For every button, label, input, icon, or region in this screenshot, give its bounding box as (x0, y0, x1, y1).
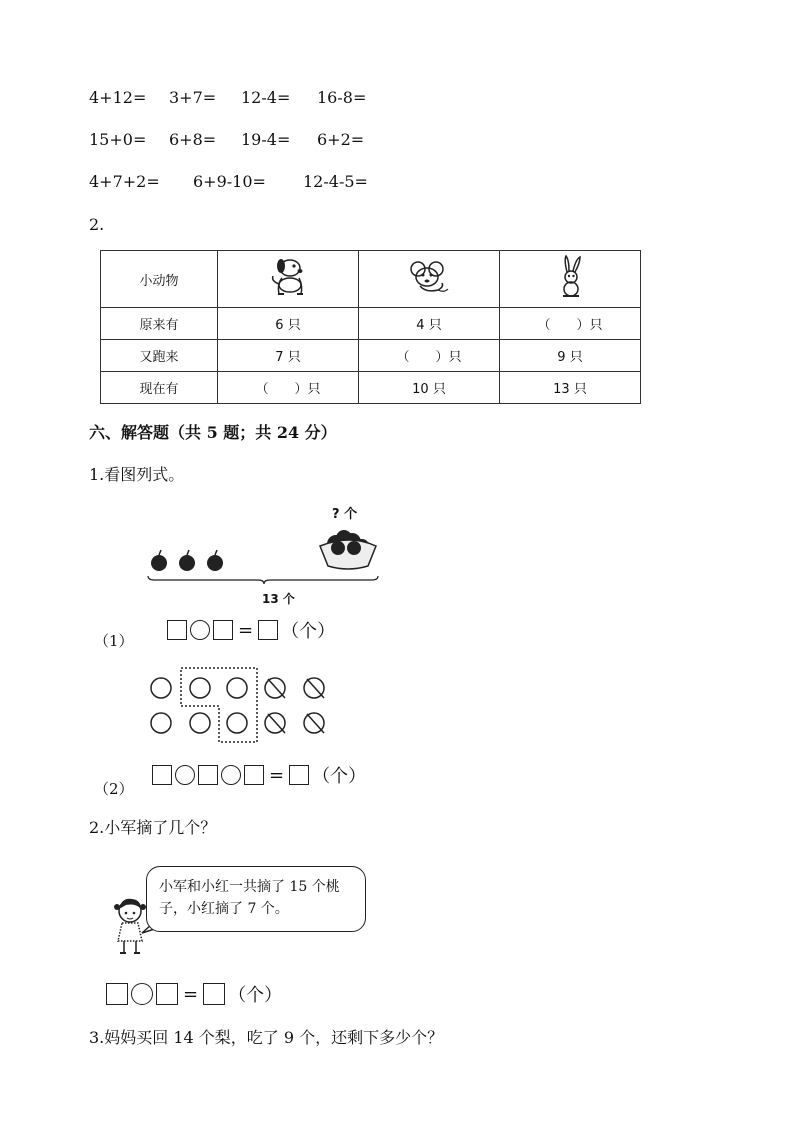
formula-1 (167, 617, 335, 643)
operator-circle[interactable] (190, 620, 210, 640)
calc-item: 6+8= (169, 130, 217, 149)
table-cell[interactable]: （ ）只 (500, 308, 641, 340)
sub-question-label: （1） (94, 632, 134, 650)
dog-cell (218, 251, 359, 308)
mouse-icon (404, 257, 454, 297)
table-cell: 4 只 (359, 308, 500, 340)
table-header-label: 小动物 (101, 251, 218, 308)
operator-circle[interactable] (131, 983, 153, 1005)
rabbit-icon (550, 254, 590, 300)
unit-label: （个） (312, 766, 367, 787)
question-title: 3.妈妈买回 14 个梨，吃了 9 个，还剩下多少个？ (89, 1028, 444, 1047)
calc-item: 6+2= (317, 130, 365, 149)
figure-question-label: ? 个 (332, 507, 358, 522)
row-label: 现在有 (101, 372, 218, 404)
section-title: 六、解答题（共 5 题；共 24 分） (89, 423, 337, 442)
basket-icon (320, 530, 376, 569)
calc-item: 6+9-10= (193, 172, 266, 191)
operator-circle[interactable] (175, 765, 195, 785)
equals-sign: = (183, 983, 199, 1005)
calc-item: 3+7= (169, 88, 217, 107)
apple-icon (207, 550, 223, 571)
answer-box[interactable] (156, 983, 178, 1005)
answer-box[interactable] (152, 765, 172, 785)
answer-box[interactable] (167, 620, 187, 640)
row-label: 原来有 (101, 308, 218, 340)
calc-item: 4+12= (89, 88, 147, 107)
total-brace (148, 576, 378, 584)
figure-total-label: 13 个 (262, 592, 295, 606)
formula-2 (152, 762, 366, 788)
answer-box[interactable] (258, 620, 278, 640)
question-title: 2.小军摘了几个？ (89, 818, 217, 837)
formula-3 (106, 981, 282, 1007)
unit-label: （个） (281, 621, 336, 642)
equals-sign: = (238, 619, 254, 641)
speech-bubble: 小军和小红一共摘了 15 个桃子，小红摘了 7 个。 (146, 866, 366, 932)
calc-item: 4+7+2= (89, 172, 160, 191)
question-title: 1.看图列式。 (89, 465, 185, 484)
table-cell[interactable]: （ ）只 (218, 372, 359, 404)
table-cell[interactable]: （ ）只 (359, 340, 500, 372)
table-cell: 6 只 (218, 308, 359, 340)
question-number: 2. (89, 215, 105, 234)
table-cell: 7 只 (218, 340, 359, 372)
rabbit-cell (500, 251, 641, 308)
calc-item: 12-4= (241, 88, 291, 107)
answer-box[interactable] (213, 620, 233, 640)
equals-sign: = (269, 764, 285, 786)
calc-item: 19-4= (241, 130, 291, 149)
unit-label: （个） (228, 985, 283, 1006)
mouse-cell (359, 251, 500, 308)
apple-icon (151, 550, 167, 571)
table-cell: 13 只 (500, 372, 641, 404)
animal-table (100, 250, 641, 404)
answer-box[interactable] (198, 765, 218, 785)
answer-box[interactable] (289, 765, 309, 785)
calc-item: 15+0= (89, 130, 147, 149)
row-label: 又跑来 (101, 340, 218, 372)
operator-circle[interactable] (221, 765, 241, 785)
answer-box[interactable] (106, 983, 128, 1005)
table-cell: 9 只 (500, 340, 641, 372)
calc-item: 12-4-5= (303, 172, 368, 191)
table-cell: 10 只 (359, 372, 500, 404)
sub-question-label: （2） (94, 780, 134, 798)
apple-icon (179, 550, 195, 571)
calc-item: 16-8= (317, 88, 367, 107)
circle-figure (145, 664, 345, 746)
dog-icon (263, 254, 313, 300)
answer-box[interactable] (203, 983, 225, 1005)
answer-box[interactable] (244, 765, 264, 785)
apple-figure (140, 518, 390, 584)
